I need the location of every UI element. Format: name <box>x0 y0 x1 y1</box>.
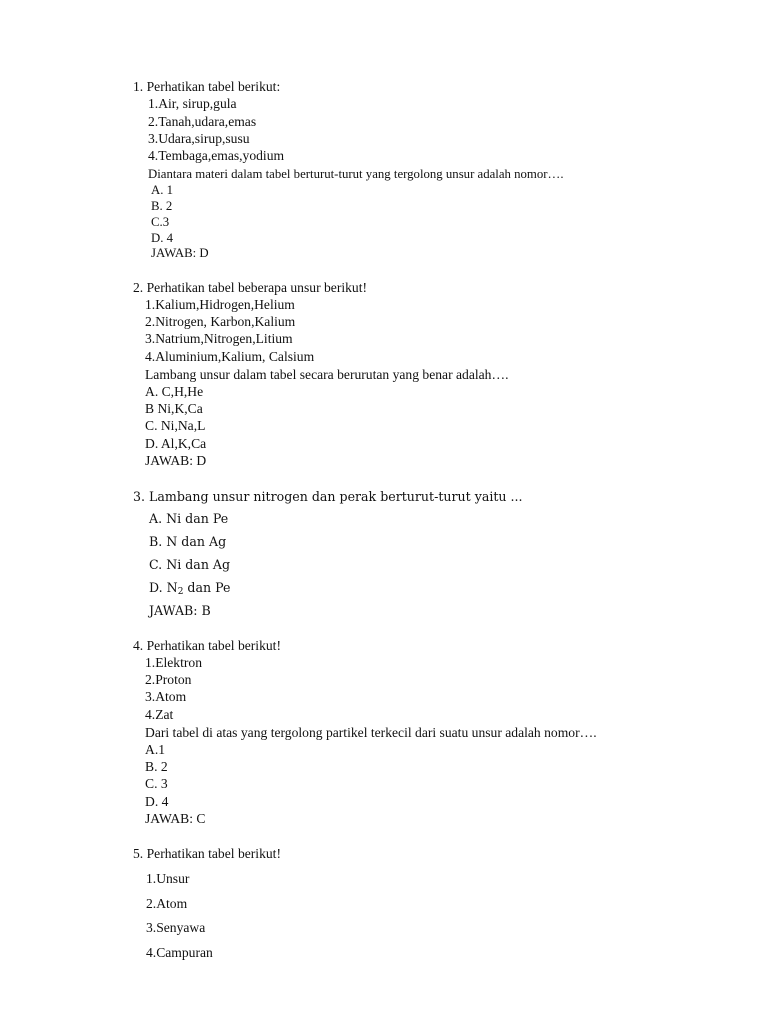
q4-title: 4. Perhatikan tabel berikut! <box>133 638 281 653</box>
q2-question: Lambang unsur dalam tabel secara berurutan yang benar adalah…. <box>145 367 509 382</box>
q2-item-4: 4.Aluminium,Kalium, Calsium <box>145 349 315 364</box>
q4-item-4: 4.Zat <box>145 707 174 722</box>
q1-option-a: A. 1 <box>151 183 174 197</box>
q3-option-c: C. Ni dan Ag <box>149 557 231 572</box>
q1-item-1: 1.Air, sirup,gula <box>148 96 237 111</box>
q1-item-2: 2.Tanah,udara,emas <box>148 114 257 129</box>
q4-item-2: 2.Proton <box>145 672 192 687</box>
q4-item-1: 1.Elektron <box>145 655 203 670</box>
q2-item-3: 3.Natrium,Nitrogen,Litium <box>145 331 293 346</box>
q3-option-d-prefix: D. N <box>149 580 178 595</box>
q2-option-a: A. C,H,He <box>145 384 204 399</box>
q4-answer: JAWAB: C <box>145 811 206 826</box>
q2-answer: JAWAB: D <box>145 453 207 468</box>
q2-option-b: B Ni,K,Ca <box>145 401 203 416</box>
q5-title: 5. Perhatikan tabel berikut! <box>133 846 281 861</box>
q1-item-4: 4.Tembaga,emas,yodium <box>148 148 285 163</box>
q2-title: 2. Perhatikan tabel beberapa unsur berikut! <box>133 280 368 295</box>
q1-question: Diantara materi dalam tabel berturut-turut yang tergolong unsur adalah nomor…. <box>148 167 564 181</box>
q3-title: 3. Lambang unsur nitrogen dan perak berturut-turut yaitu ... <box>133 489 523 504</box>
q3-option-b: B. N dan Ag <box>149 534 227 549</box>
q2-option-d: D. Al,K,Ca <box>145 436 207 451</box>
q1-answer: JAWAB: D <box>151 246 209 260</box>
q5-item-1: 1.Unsur <box>146 871 190 886</box>
q4-option-d: D. 4 <box>145 794 169 809</box>
q5-item-4: 4.Campuran <box>146 945 213 960</box>
q5-item-3: 3.Senyawa <box>146 920 206 935</box>
q4-question: Dari tabel di atas yang tergolong partikel terkecil dari suatu unsur adalah nomor…. <box>145 725 597 740</box>
q4-item-3: 3.Atom <box>145 689 187 704</box>
q3-option-d-subscript: 2 <box>177 587 184 597</box>
q1-option-b: B. 2 <box>151 199 173 213</box>
q3-option-d <box>149 580 230 600</box>
q1-item-3: 3.Udara,sirup,susu <box>148 131 250 146</box>
q4-option-a: A.1 <box>145 742 166 757</box>
q2-option-c: C. Ni,Na,L <box>145 418 206 433</box>
q4-option-c: C. 3 <box>145 776 168 791</box>
q1-option-d: D. 4 <box>151 231 174 245</box>
q3-option-d-suffix: dan Pe <box>183 580 231 595</box>
q4-option-b: B. 2 <box>145 759 168 774</box>
q1-option-c: C.3 <box>151 215 170 229</box>
q3-option-a: A. Ni dan Pe <box>149 511 229 526</box>
q2-item-1: 1.Kalium,Hidrogen,Helium <box>145 297 295 312</box>
q5-item-2: 2.Atom <box>146 896 188 911</box>
q3-answer: JAWAB: B <box>149 603 211 618</box>
q1-title: 1. Perhatikan tabel berikut: <box>133 79 281 94</box>
q2-item-2: 2.Nitrogen, Karbon,Kalium <box>145 314 296 329</box>
